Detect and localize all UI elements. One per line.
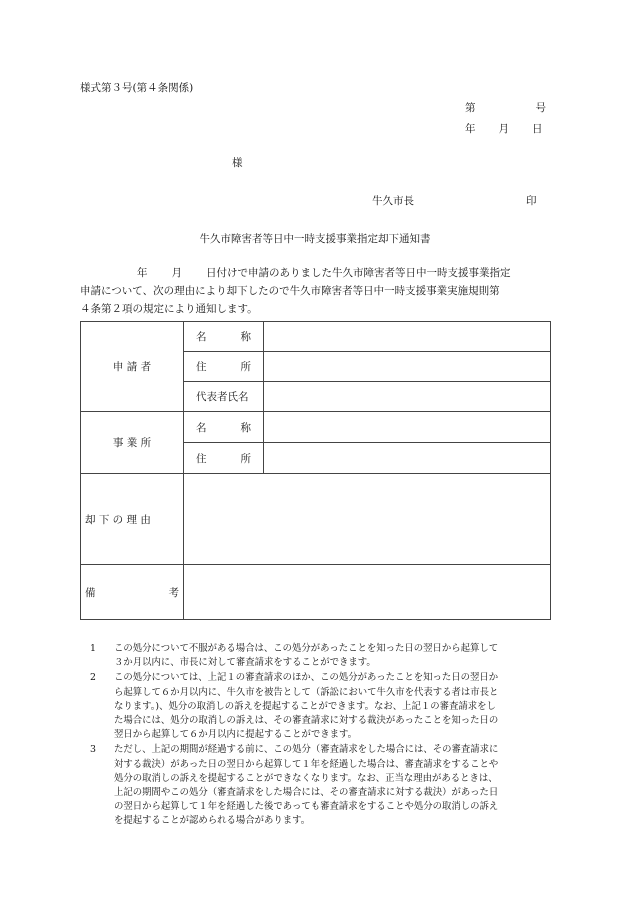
note-line: 対する裁決）があった日の翌日から起算して１年を経過した場合は、審査請求をすることや <box>114 758 499 770</box>
representative-label: 代表者氏名 <box>196 391 249 403</box>
body-text <box>80 264 555 318</box>
body-line-1-text: 日付けで申請のありました牛久市障害者等日中一時支援事業指定 <box>206 267 511 279</box>
address-label-char-2: 所 <box>240 361 251 373</box>
note-line: なります。)、処分の取消しの訴えを提起することができます。なお、上記１の審査請求をし <box>114 700 496 712</box>
body-line-2: 申請について、次の理由により却下したので牛久市障害者等日中一時支援事業実施規則第 <box>80 285 500 297</box>
body-month-label: 月 <box>171 267 182 279</box>
applicant-name-label-cell <box>184 322 264 352</box>
note-number: 3 <box>90 744 96 756</box>
addressee-suffix: 様 <box>232 157 243 169</box>
seal-mark: 印 <box>526 195 537 207</box>
office-name-value <box>264 412 551 443</box>
reason-label-cell <box>81 474 184 565</box>
remarks-label-char-2: 考 <box>168 586 179 599</box>
note-line: ３か月以内に、市長に対して審査請求をすることができます。 <box>114 657 376 669</box>
representative-label-cell <box>184 382 264 412</box>
reason-label: 却 下 の 理 由 <box>85 513 151 526</box>
office-name-label-cell <box>184 412 264 443</box>
date-month-label: 月 <box>498 123 509 135</box>
note-line: 上記の期間やこの処分（審査請求をした場合には、その審査請求に対する裁決）があった日 <box>114 787 499 799</box>
note-item <box>90 671 560 742</box>
applicant-address-label-cell <box>184 352 264 382</box>
note-line: この処分について不服がある場合は、この処分があったことを知った日の翌日から起算して <box>114 643 499 654</box>
name-label-char-2: 称 <box>240 331 251 343</box>
body-line-1 <box>80 264 555 282</box>
notes-section <box>90 642 560 830</box>
applicant-label-cell <box>81 322 184 412</box>
document-title: 牛久市障害者等日中一時支援事業指定却下通知書 <box>199 233 431 245</box>
note-line: の翌日から起算して１年を経過した後であっても審査請求をすることや処分の取消しの訴え <box>114 801 499 813</box>
note-line: を提起することが認められる場合があります。 <box>114 815 311 827</box>
office-label-cell <box>81 412 184 474</box>
note-number: 2 <box>90 672 96 684</box>
office-name-label-char-2: 称 <box>240 421 251 434</box>
note-line: 翌日から起算して６か月以内に提起することができます。 <box>114 729 358 741</box>
note-item <box>90 642 560 670</box>
address-label-char-1: 住 <box>196 361 207 373</box>
office-label: 事 業 所 <box>112 437 152 449</box>
office-address-label-cell <box>184 443 264 474</box>
applicant-name-value <box>264 322 551 352</box>
body-line-3: ４条第２項の規定により通知します。 <box>80 303 258 315</box>
remarks-value <box>184 565 551 620</box>
note-line: ただし、上記の期間が経過する前に、この処分（審査請求をした場合には、その審査請求に <box>114 744 499 756</box>
note-number: 1 <box>90 643 96 654</box>
office-address-label-char-1: 住 <box>196 452 207 465</box>
date-year-label: 年 <box>465 123 476 135</box>
remarks-label-cell <box>81 565 184 620</box>
document-number-prefix: 第 <box>465 102 476 114</box>
applicant-address-value <box>264 352 551 382</box>
sender-name: 牛久市長 <box>372 195 414 207</box>
body-year-label: 年 <box>137 267 148 279</box>
sender <box>372 193 537 208</box>
note-item <box>90 743 560 828</box>
representative-value <box>264 382 551 412</box>
note-line: ら起算して６か月以内に、牛久市を被告として（訴訟において牛久市を代表する者は市長と <box>114 686 499 698</box>
office-name-label-char-1: 名 <box>196 421 207 434</box>
document-number-suffix: 号 <box>535 102 546 114</box>
applicant-label: 申 請 者 <box>112 361 152 373</box>
office-address-value <box>264 443 551 474</box>
document-number <box>465 100 546 115</box>
document-date <box>465 121 543 136</box>
office-address-label-char-2: 所 <box>240 452 251 465</box>
note-line: この処分については、上記１の審査請求のほか、この処分があったことを知った日の翌日か <box>114 672 499 684</box>
note-line: た場合には、処分の取消しの訴えは、その審査請求に対する裁決があったことを知った日の <box>114 715 499 727</box>
reason-value <box>184 474 551 565</box>
name-label-char-1: 名 <box>196 331 207 343</box>
note-line: 処分の取消しの訴えを提起することができなくなります。なお、正当な理由があるときは、 <box>114 772 498 784</box>
remarks-label-char-1: 備 <box>85 586 96 599</box>
form-number: 様式第３号(第４条関係) <box>80 82 194 94</box>
date-day-label: 日 <box>532 123 543 135</box>
notice-table <box>80 321 551 620</box>
